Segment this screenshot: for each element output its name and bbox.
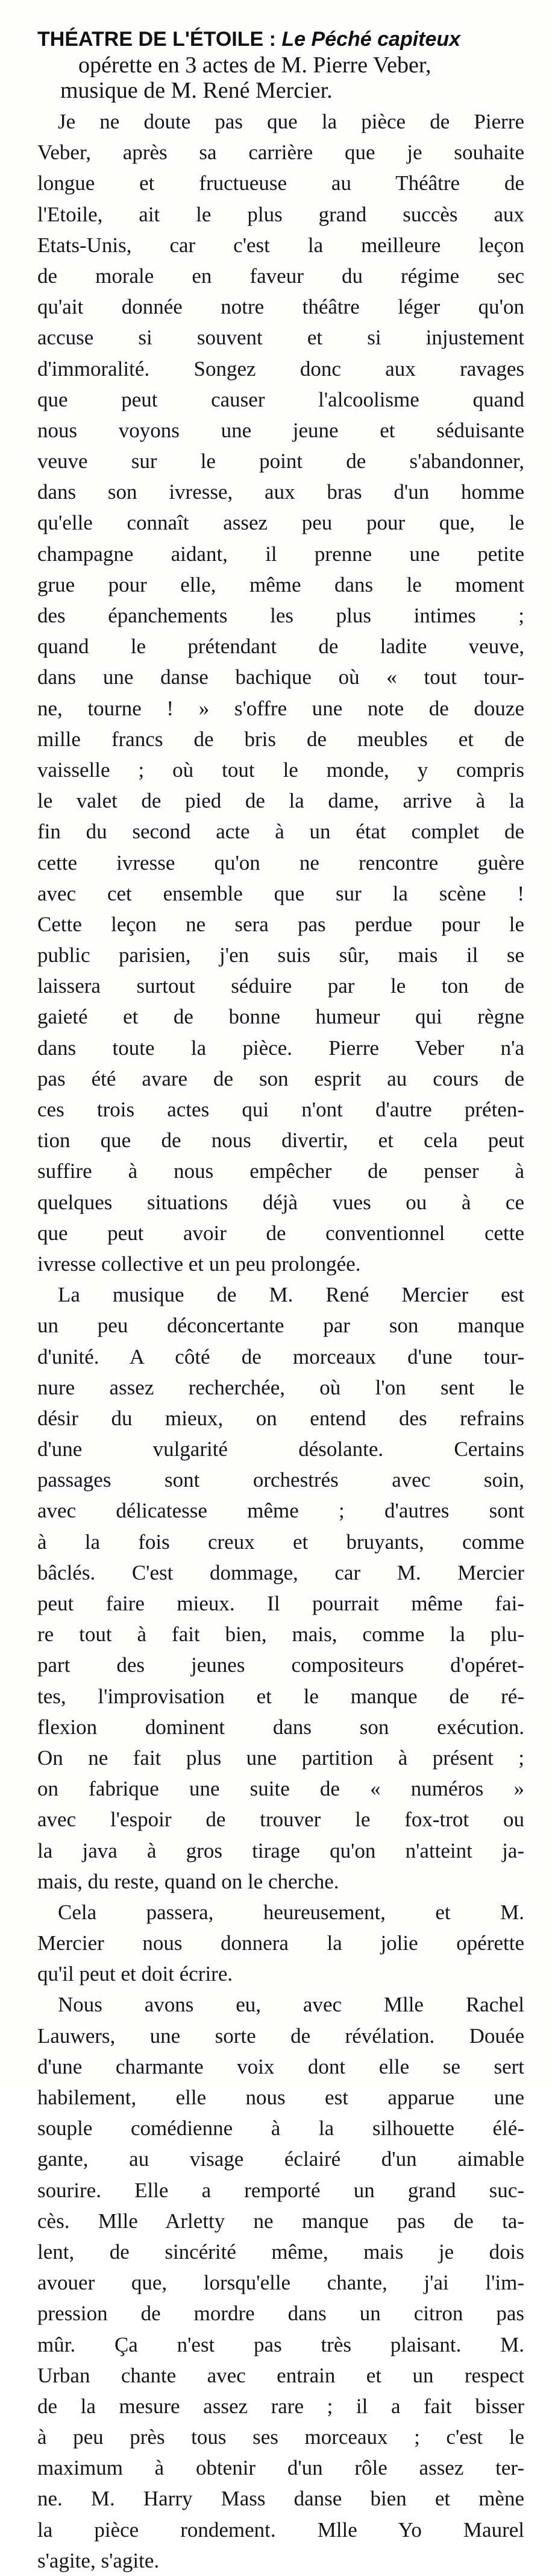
article-line: souple comédienne à la silhouette élé- [37,2116,524,2141]
article-line: mille francs de bris de meubles et de [37,727,524,751]
article-line: Cette leçon ne sera pas perdue pour le [37,912,524,936]
article-line: d'immoralité. Songez donc aux ravages [37,356,524,381]
article-line: gaieté et de bonne humeur qui règne [37,1005,524,1029]
article-line: Nous avons eu, avec Mlle Rachel [58,1993,524,2017]
article-line: mûr. Ça n'est pas très plaisant. M. [37,2332,524,2356]
article-line: flexion dominent dans son exécution. [37,1715,524,1739]
article-line: maximum à obtenir d'un rôle assez ter- [37,2456,524,2480]
article-line: dans son ivresse, aux bras d'un homme [37,480,524,504]
article-line: veuve sur le point de s'abandonner, [37,449,524,473]
article-line: ne. M. Harry Mass danse bien et mène [37,2487,524,2511]
article-line: habilement, elle nous est apparue une [37,2086,524,2109]
article-line: peut faire mieux. Il pourrait même fai- [37,1592,524,1615]
article-line: nous voyons une jeune et séduisante [37,418,524,442]
article-line: pas été avare de son esprit au cours de [37,1066,524,1090]
article-line: part des jeunes compositeurs d'opéret- [37,1653,524,1677]
article-line: on fabrique une suite de « numéros » [37,1777,524,1801]
article-line: cès. Mlle Arletty ne manque pas de ta- [37,2209,524,2233]
article-line: que peut causer l'alcoolisme quand [37,387,524,411]
article-line: la pièce rondement. Mlle Yo Maurel [37,2517,524,2542]
article-line: que peut avoir de conventionnel cette [37,1221,524,1245]
article-line: grue pour elle, même dans le moment [37,572,524,597]
article-line: Urban chante avec entrain et un respect [37,2363,524,2387]
article-line: avouer que, lorsqu'elle chante, j'ai l'im- [37,2271,524,2295]
article-line: fin du second acte à un état complet de [37,820,524,844]
article-line: pression de mordre dans un citron pas [37,2302,524,2326]
article-line: longue et fructueuse au Théâtre de [37,171,524,195]
article-line: nure assez recherchée, où l'on sent le [37,1375,524,1399]
article-line: quand le prétendant de ladite veuve, [37,635,524,659]
article-line: Mercier nous donnera la jolie opérette [37,1931,524,1955]
article-line: à peu près tous ses morceaux ; c'est le [37,2425,524,2449]
article-line: dans toute la pièce. Pierre Veber n'a [37,1036,524,1060]
article-line: désir du mieux, on entend des refrains [37,1406,524,1430]
article-line: tion que de nous divertir, et cela peut [37,1128,524,1153]
article-line: Veber, après sa carrière que je souhaite [37,141,524,165]
article-line: La musique de M. René Mercier est [58,1283,524,1307]
subtitle-line: opérette en 3 actes de M. Pierre Veber, [78,52,431,78]
article-line: mais, du reste, quand on le cherche. [37,1869,339,1893]
article-line: gante, au visage éclairé d'un aimable [37,2147,524,2171]
article-line: dans une danse bachique où « tout tour- [37,665,524,689]
article-line: qu'elle connaît assez peu pour que, le [37,511,524,535]
article-line: public parisien, j'en suis sûr, mais il se [37,943,524,967]
article-line: avec cet ensemble que sur la scène ! [37,881,524,905]
article-line: qu'il peut et doit écrire. [37,1962,233,1986]
article-line: un peu déconcertante par son manque [37,1314,524,1338]
article-line: ivresse collective et un peu prolongée. [37,1252,361,1276]
theatre-name: THÉATRE DE L'ÉTOILE : [37,28,276,51]
article-line: s'agite, s'agite. [37,2548,160,2572]
article-line: ces trois actes qui n'ont d'autre préten- [37,1098,524,1121]
article-line: Etats-Unis, car c'est la meilleure leçon [37,233,524,257]
article-line: suffire à nous empêcher de penser à [37,1159,524,1183]
article-line: re tout à fait bien, mais, comme la plu- [37,1622,524,1647]
article-line: quelques situations déjà vues ou à ce [37,1190,524,1214]
article-line: laissera surtout séduire par le ton de [37,974,524,998]
article-line: accuse si souvent et si injustement [37,326,524,350]
article-line: de morale en faveur du régime sec [37,264,524,288]
article-line: avec l'espoir de trouver le fox-trot ou [37,1808,524,1832]
article-line: qu'ait donnée notre théâtre léger qu'on [37,295,524,319]
article-line: avec délicatesse même ; d'autres sont [37,1499,524,1523]
article-line: à la fois creux et bruyants, comme [37,1530,524,1554]
article-line: Lauwers, une sorte de révélation. Douée [37,2024,524,2048]
article-line: lent, de sincérité même, mais je dois [37,2239,524,2264]
article-line: passages sont orchestrés avec soin, [37,1468,524,1492]
article-line: Je ne doute pas que la pièce de Pierre [58,110,524,133]
article-line: tes, l'improvisation et le manque de ré- [37,1684,524,1708]
article-line: d'unité. A côté de morceaux d'une tour- [37,1344,524,1369]
article-line: On ne fait plus une partition à présent ; [37,1745,524,1770]
article-line: vaisselle ; où tout le monde, y compris [37,758,524,782]
article-line: de la mesure assez rare ; il a fait bisser [37,2394,524,2418]
article-body [37,106,524,2576]
article-line: le valet de pied de la dame, arrive à la [37,789,524,813]
subtitle-line: musique de M. René Mercier. [60,78,333,103]
article-line: la java à gros tirage qu'on n'atteint ja- [37,1838,524,1862]
play-title: Le Péché capiteux [281,28,461,51]
article-line: des épanchements les plus intimes ; [37,604,524,627]
article-line: cette ivresse qu'on ne rencontre guère [37,850,524,875]
article-line: Cela passera, heureusement, et M. [58,1900,524,1924]
article-line: l'Etoile, ait le plus grand succès aux [37,202,524,226]
review-heading [37,28,538,51]
article-line: sourire. Elle a remporté un grand suc- [37,2178,524,2202]
article-line: ne, tourne ! » s'offre une note de douze [37,696,524,720]
article-line: champagne aidant, il prenne une petite [37,542,524,566]
article-line: d'une vulgarité désolante. Certains [37,1437,524,1461]
article-line: d'une charmante voix dont elle se sert [37,2054,524,2078]
article-line: bâclés. C'est dommage, car M. Mercier [37,1560,524,1584]
